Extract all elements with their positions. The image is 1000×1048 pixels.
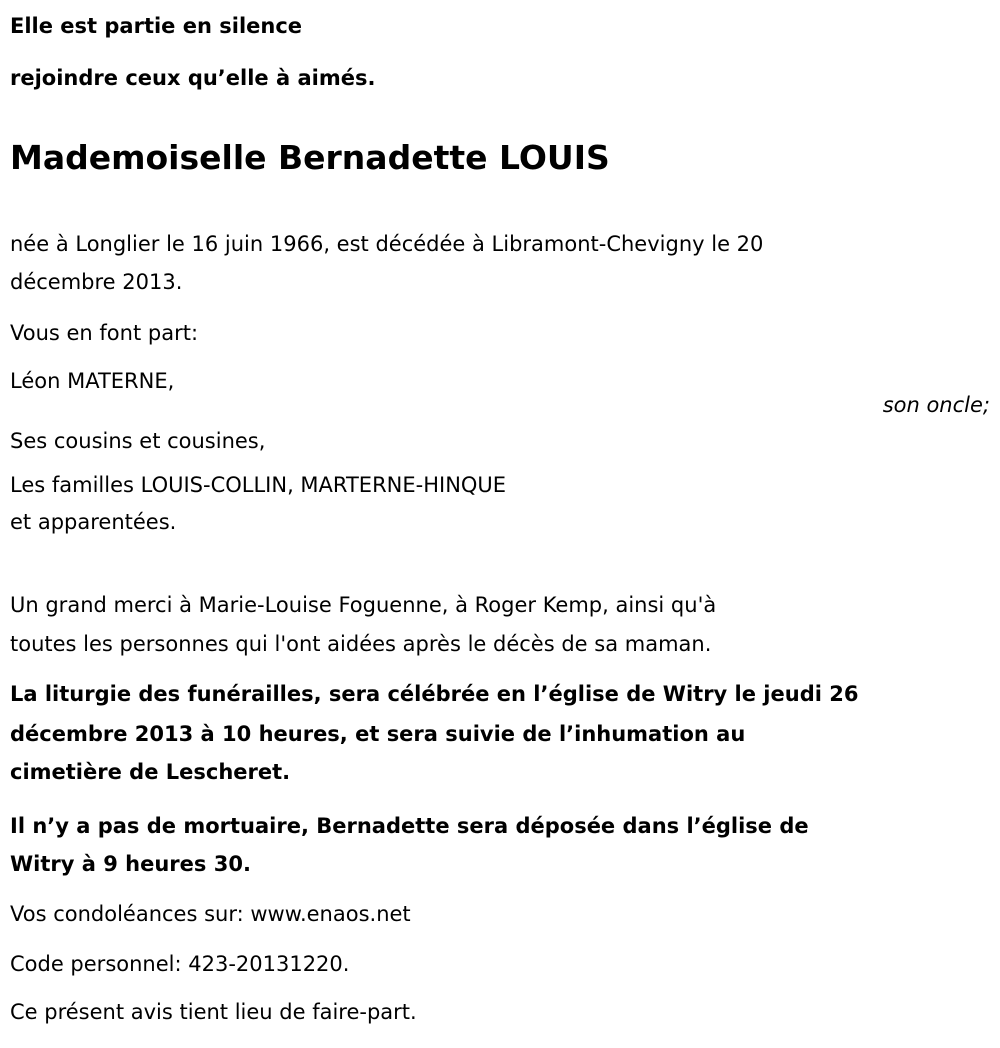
personal-code: Code personnel: 423-20131220. [10, 952, 350, 976]
announce-text: Vous en font part: [10, 321, 199, 345]
notice-text: Ce présent avis tient lieu de faire-part. [10, 1000, 417, 1024]
thanks-line-1: Un grand merci à Marie-Louise Foguenne, à Roger Kemp, ainsi qu'à [10, 593, 717, 617]
mortuary-line-2: Witry à 9 heures 30. [10, 852, 251, 876]
birth-death-line-2: décembre 2013. [10, 270, 183, 294]
birth-death-line-1: née à Longlier le 16 juin 1966, est décédée à Libramont-Chevigny le 20 [10, 232, 764, 256]
intro-line-2: rejoindre ceux qu’elle à aimés. [10, 66, 376, 90]
thanks-line-2: toutes les personnes qui l'ont aidées après le décès de sa maman. [10, 632, 712, 656]
funeral-line-3: cimetière de Lescheret. [10, 760, 291, 784]
family-line-1: Ses cousins et cousines, [10, 429, 266, 453]
uncle-relation: son oncle; [882, 393, 990, 417]
funeral-line-2: décembre 2013 à 10 heures, et sera suivie de l’inhumation au [10, 722, 746, 746]
family-line-2: Les familles LOUIS-COLLIN, MARTERNE-HINQUE [10, 473, 507, 497]
mortuary-line-1: Il n’y a pas de mortuaire, Bernadette sera déposée dans l’église de [10, 814, 809, 838]
family-line-3: et apparentées. [10, 510, 177, 534]
uncle-name: Léon MATERNE, [10, 369, 175, 393]
funeral-line-1: La liturgie des funérailles, sera célébrée en l’église de Witry le jeudi 26 [10, 682, 859, 706]
intro-line-1: Elle est partie en silence [10, 14, 303, 38]
deceased-name-title: Mademoiselle Bernadette LOUIS [10, 138, 610, 177]
condolences-text: Vos condoléances sur: www.enaos.net [10, 902, 411, 926]
